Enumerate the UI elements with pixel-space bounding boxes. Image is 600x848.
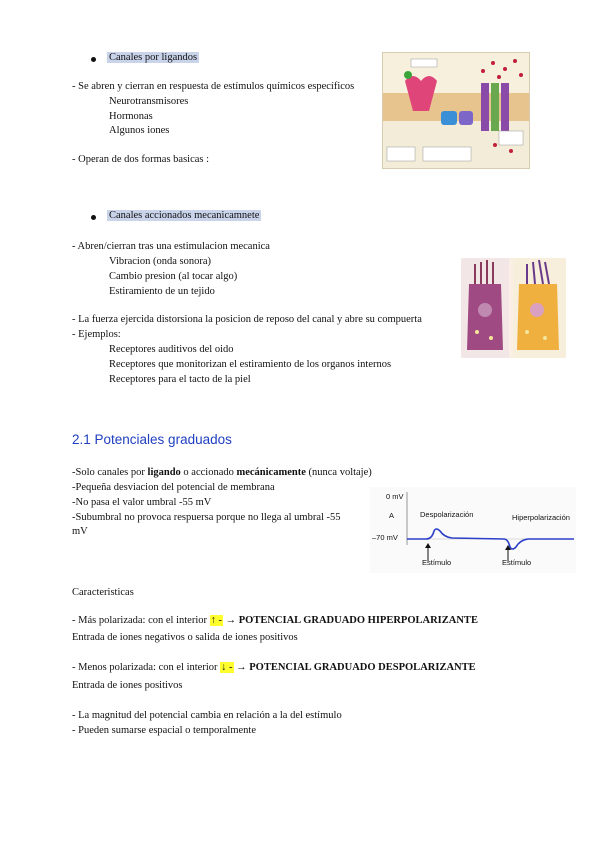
mech-line-2: - La fuerza ejercida distorsiona la posicion de reposo del canal y abre su compuerta <box>72 314 422 325</box>
hair-cell-figure <box>461 258 566 358</box>
ligand-item-1: Neurotransmisores <box>109 96 189 107</box>
chart-label-0mv: 0 mV <box>386 492 404 501</box>
more-polarized-line: - Más polarizada: con el interior ↑ - → POTENCIAL GRADUADO HIPERPOLARIZANTE <box>72 615 478 626</box>
graded-potential-chart <box>370 487 576 573</box>
graded-line-2: -Pequeña desviacion del potencial de membrana <box>72 482 275 493</box>
graded-line-4b: mV <box>72 526 88 537</box>
characteristics-heading: Caracteristicas <box>72 587 134 598</box>
ligand-molecule <box>404 71 412 79</box>
mech-item-3: Estiramiento de un tejido <box>109 286 215 297</box>
chart-label-a: A <box>389 511 395 520</box>
ligand-line-2: - Operan de dos formas basicas : <box>72 154 210 165</box>
ligand-item-2: Hormonas <box>109 111 153 122</box>
mech-example-3: Receptores para el tacto de la piel <box>109 374 251 385</box>
end-line-1: - La magnitud del potencial cambia en relación a la del estímulo <box>72 710 342 721</box>
arrow-up-highlight: ↑ - <box>210 615 222 626</box>
ligand-channel-figure <box>382 52 530 169</box>
chart-label-hyperpolarization: Hiperpolarización <box>512 513 570 522</box>
less-polarized-line: - Menos polarizada: con el interior ↓ - → POTENCIAL GRADUADO DESPOLARIZANTE <box>72 662 476 673</box>
mech-item-1: Vibracion (onda sonora) <box>109 256 212 267</box>
chart-label-70mv: –70 mV <box>372 533 398 542</box>
ligand-line-1: - Se abren y cierran en respuesta de estímulos químicos específicos <box>72 81 355 92</box>
end-line-2: - Pueden sumarse espacial o temporalmente <box>72 725 256 736</box>
ligand-item-3: Algunos iones <box>109 125 170 136</box>
graded-line-1: -Solo canales por ligando o accionado mecánicamente (nunca voltaje) <box>72 467 372 478</box>
section-title-graded-potentials: 2.1 Potenciales graduados <box>72 432 232 447</box>
graded-line-4a: -Subumbral no provoca respuersa porque no llega al umbral -55 <box>72 512 341 523</box>
bullet-mechanical-channels: Canales accionados mecanicamnete <box>109 210 260 221</box>
chart-label-stimulus-1: Estímulo <box>422 558 452 567</box>
chart-label-stimulus-2: Estímulo <box>502 558 532 567</box>
less-polarized-sub: Entrada de iones positivos <box>72 680 183 691</box>
arrow-down-highlight: ↓ - <box>221 662 233 673</box>
chart-label-depolarization: Despolarización <box>420 510 474 519</box>
bullet-ligand-channels: Canales por ligandos <box>109 52 198 63</box>
more-polarized-sub: Entrada de iones negativos o salida de iones positivos <box>72 632 298 643</box>
bullet-dot <box>91 57 96 62</box>
mech-line-3: - Ejemplos: <box>72 329 121 340</box>
mech-item-2: Cambio presion (al tocar algo) <box>109 271 238 282</box>
graded-line-3: -No pasa el valor umbral -55 mV <box>72 497 212 508</box>
mech-example-1: Receptores auditivos del oido <box>109 344 234 355</box>
mech-example-2: Receptores que monitorizan el estiramiento de los organos internos <box>109 359 392 370</box>
mech-line-1: - Abren/cierran tras una estimulacion mecanica <box>72 241 270 252</box>
bullet-dot <box>91 215 96 220</box>
